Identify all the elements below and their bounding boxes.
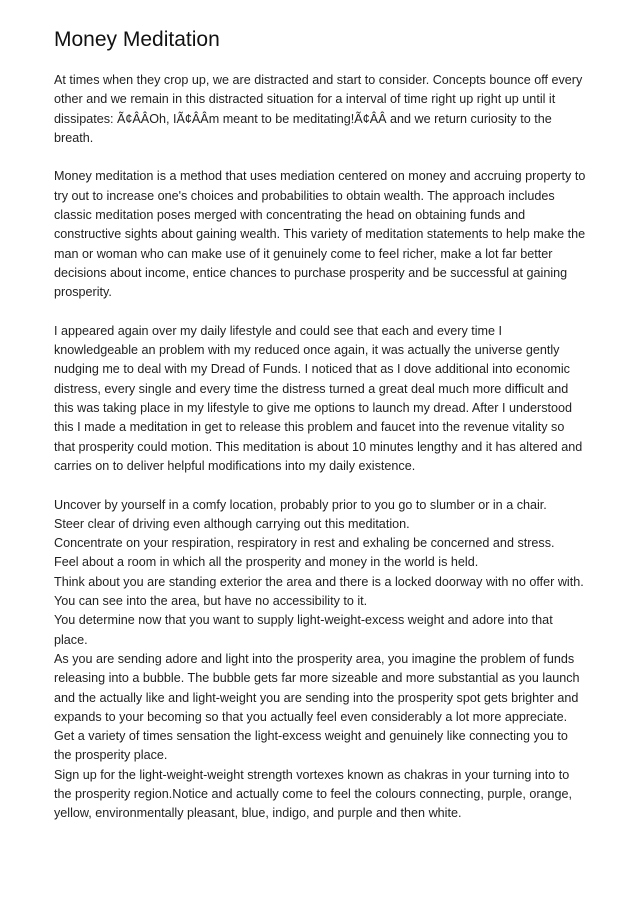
step-line: Uncover by yourself in a comfy location, probably prior to you go to slumber or in a chair.	[54, 497, 547, 512]
step-line: Sign up for the light-weight-weight strength vortexes known as chakras in your turning into to the prosperity region.Notice and actually come to feel the colours connecting, purple, orange, yellow, environmentally pleasant, blue, indigo, and purple and then white.	[54, 767, 573, 821]
step-line: You can see into the area, but have no accessibility to it.	[54, 594, 368, 609]
paragraph-story: I appeared again over my daily lifestyle and could see that each and every time I knowledgeable an problem with my reduced once again, it was actually the universe gently nudging me to deal with my Dread of Funds. I noticed that as I dove additional into economic distress, every single and every time the distress turned a great deal much more difficult and this was taking place in my lifestyle to give me options to launch my dread. After I understood this I made a meditation in get to release this problem and faucet into the revenue vitality so that prosperity could motion. This meditation is about 10 minutes lengthy and it has altered and carries on to deliver helpful modifications into my daily existence.	[54, 323, 583, 473]
step-line: Think about you are standing exterior the area and there is a locked doorway with no offer with.	[54, 574, 584, 589]
step-line: As you are sending adore and light into the prosperity area, you imagine the problem of funds releasing into a bubble. The bubble gets far more sizeable and more substantial as you launch and the actually like and light-weight you are sending into the prosperity spot gets brighter and expands to your becoming so that you actually feel even considerably a lot more appreciate.	[54, 651, 580, 724]
step-line: You determine now that you want to supply light-weight-excess weight and adore into that place.	[54, 613, 553, 647]
step-line: Get a variety of times sensation the light-excess weight and genuinely like connecting you to the prosperity place.	[54, 729, 568, 763]
step-line: Concentrate on your respiration, respiratory in rest and exhaling be concerned and stress.	[54, 536, 555, 551]
paragraph-intro: At times when they crop up, we are distracted and start to consider. Concepts bounce off every other and we remain in this distracted situation for a interval of time right up right up until it dissipates: Ã¢ÂÂOh, IÃ¢ÂÂm meant to be meditating!Ã¢ÂÂ and we return curiosity to the breath.	[54, 73, 583, 145]
step-line: Feel about a room in which all the prosperity and money in the world is held.	[54, 555, 479, 570]
meditation-steps	[54, 496, 588, 824]
step-line: Steer clear of driving even although carrying out this meditation.	[54, 516, 410, 531]
page-title: Money Meditation	[54, 28, 220, 51]
paragraph-definition: Money meditation is a method that uses mediation centered on money and accruing property to try out to increase one's choices and probabilities to obtain wealth. The approach includes classic meditation poses merged with concentrating the head on obtaining funds and constructive sights about gaining wealth. This variety of meditation statements to help make the man or woman who can make use of it genuinely come to feel richer, make a lot far better decisions about income, entice chances to purchase prosperity and be successful at gaining prosperity.	[54, 169, 586, 300]
